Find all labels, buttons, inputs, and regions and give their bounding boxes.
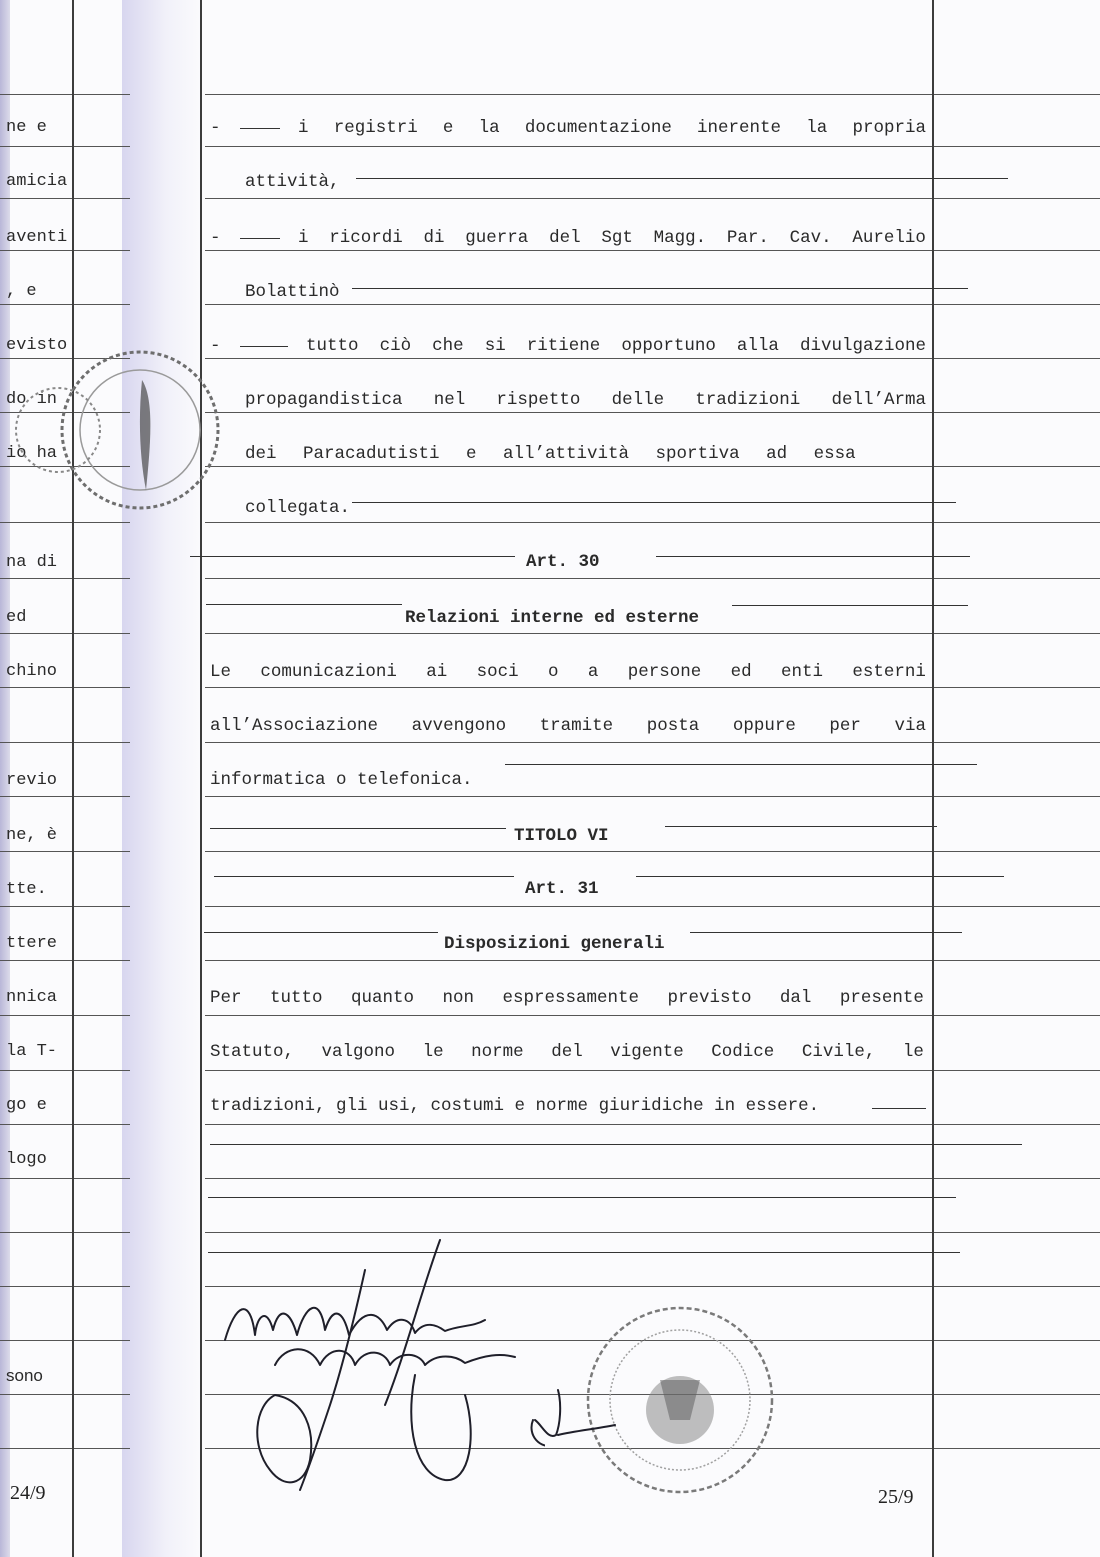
filler-line xyxy=(210,1144,1022,1145)
filler-line xyxy=(690,932,962,933)
left-fragment: amicia xyxy=(6,172,68,191)
left-fragment: aventi xyxy=(6,228,68,247)
filler-line xyxy=(636,876,1004,877)
left-fragment: evisto xyxy=(6,336,68,355)
right-page-left-margin-line xyxy=(200,0,202,1557)
article-title: Relazioni interne ed esterne xyxy=(405,608,700,628)
list-item-line: i ricordi di guerra del Sgt Magg. Par. Cav. Aurelio xyxy=(298,228,926,248)
list-item-line: i registri e la documentazione inerente la propria xyxy=(298,118,926,138)
left-fragment: io ha xyxy=(6,444,58,463)
paragraph-line: informatica o telefonica. xyxy=(210,770,473,790)
paragraph-line: Statuto, valgono le norme del vigente Codice Civile, le xyxy=(210,1042,924,1062)
left-page-margin-line xyxy=(72,0,74,1557)
left-fragment: ne e xyxy=(6,118,47,137)
paragraph-line: Le comunicazioni ai soci o a persone ed enti esterni xyxy=(210,662,926,682)
left-fragment: go e xyxy=(6,1096,47,1115)
left-fragment: na di xyxy=(6,553,58,572)
left-fragment: sono xyxy=(6,1366,43,1385)
list-item-line: dei Paracadutisti e all’attività sportiva ad essa xyxy=(245,444,856,464)
left-fragment: ttere xyxy=(6,934,58,953)
filler-line xyxy=(872,1108,926,1109)
filler-line xyxy=(190,556,515,557)
paragraph-line: tradizioni, gli usi, costumi e norme giuridiche in essere. xyxy=(210,1096,820,1116)
left-fragment: ne, è xyxy=(6,826,58,845)
paragraph-line: Per tutto quanto non espressamente previsto dal presente xyxy=(210,988,924,1008)
filler-line xyxy=(732,605,968,606)
filler-line xyxy=(210,828,506,829)
right-page-right-margin-line xyxy=(932,0,934,1557)
left-fragment: la T- xyxy=(6,1042,58,1061)
article-heading: Art. 31 xyxy=(525,879,599,899)
filler-line xyxy=(208,1197,956,1198)
left-fragment: tte. xyxy=(6,880,47,899)
filler-line xyxy=(665,826,937,827)
filler-line xyxy=(214,876,514,877)
list-dash: - xyxy=(210,336,221,356)
list-item-line: tutto ciò che si ritiene opportuno alla divulgazione xyxy=(306,336,926,356)
article-title: Disposizioni generali xyxy=(444,934,665,954)
list-item-line: Bolattinò xyxy=(245,282,340,302)
filler-line xyxy=(204,932,438,933)
left-page-number: 24/9 xyxy=(10,1482,46,1504)
partial-stamp-top xyxy=(0,340,230,550)
article-heading: Art. 30 xyxy=(526,552,600,572)
binding-shadow xyxy=(122,0,202,1557)
list-item-line: collegata. xyxy=(245,498,351,518)
list-item-line: attività, xyxy=(245,172,340,192)
right-page-number: 25/9 xyxy=(878,1486,914,1508)
left-fragment: logo xyxy=(6,1150,47,1169)
left-fragment: chino xyxy=(6,662,58,681)
paragraph-line: all’Associazione avvengono tramite posta oppure per via xyxy=(210,716,926,736)
left-fragment: nnica xyxy=(6,988,58,1007)
filler-line xyxy=(505,764,977,765)
list-dash: - xyxy=(210,228,221,248)
filler-line xyxy=(656,556,970,557)
handwritten-signature xyxy=(215,1235,545,1510)
list-dash: - xyxy=(210,118,221,138)
list-item-line: propagandistica nel rispetto delle tradizioni dell’Arma xyxy=(245,390,926,410)
filler-line xyxy=(206,604,402,605)
left-fragment: do in xyxy=(6,390,58,409)
left-fragment: ed xyxy=(6,608,27,627)
section-title: TITOLO VI xyxy=(514,826,609,846)
left-fragment: , e xyxy=(6,282,37,301)
left-fragment: revio xyxy=(6,771,58,790)
initials-mark xyxy=(530,1385,620,1445)
